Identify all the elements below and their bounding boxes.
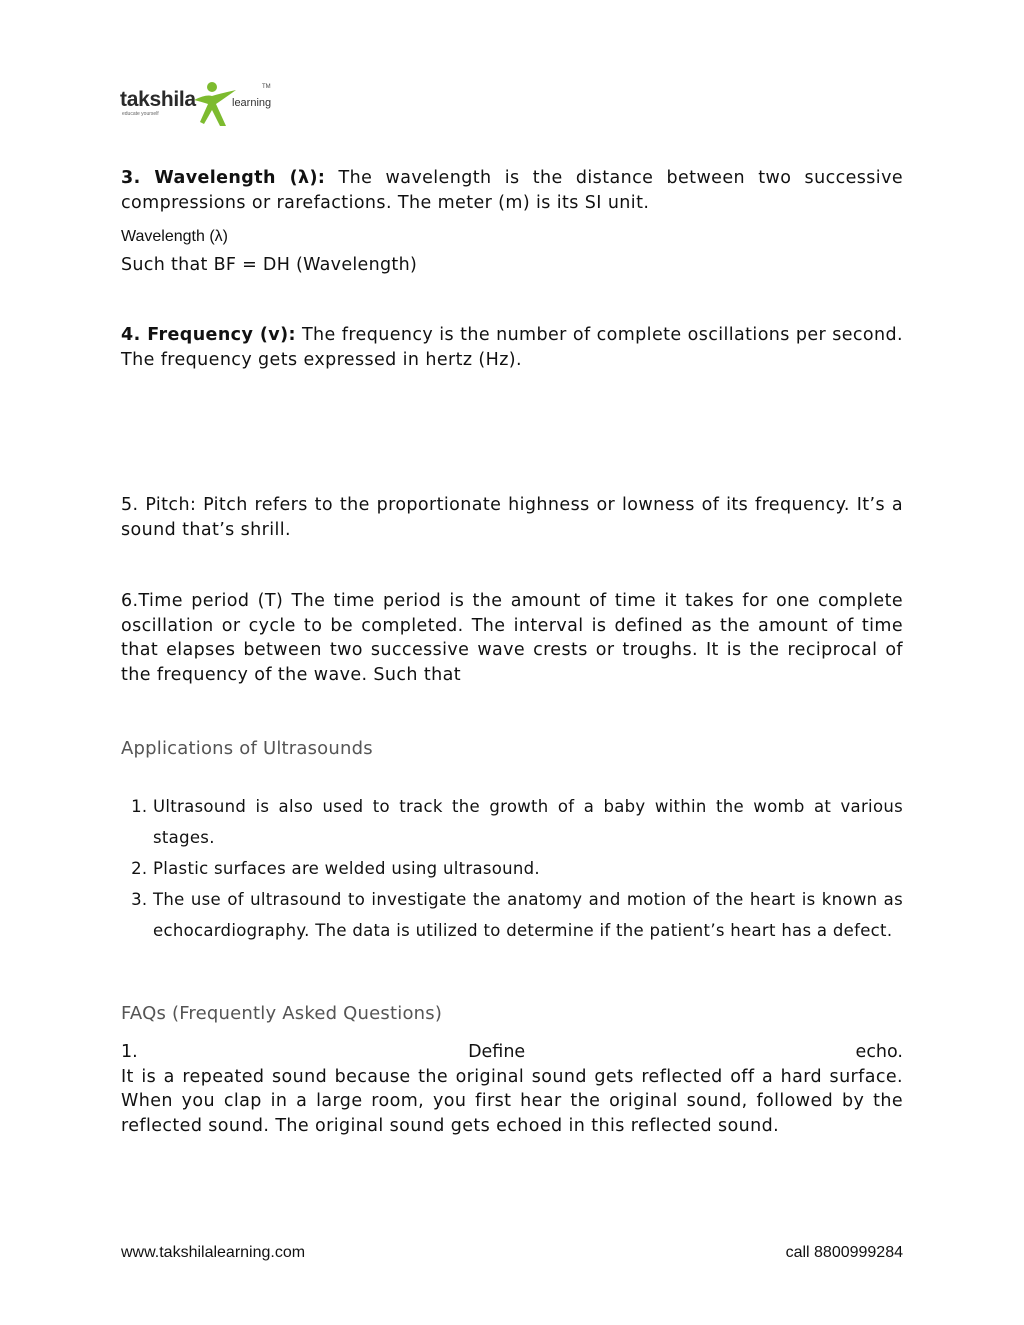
- time-period-paragraph: [121, 589, 903, 687]
- logo-word-secondary: learning: [232, 97, 272, 109]
- list-item: 1. Ultrasound is also used to track the growth of a baby within the womb at various stages.: [153, 791, 903, 853]
- pitch-label: 5. Pitch:: [121, 495, 197, 515]
- list-item: 3. The use of ultrasound to investigate the anatomy and motion of the heart is known as echocardiography. The data is utilized to determine if the patient’s heart has a defect.: [153, 884, 903, 946]
- logo-trademark: TM: [262, 84, 271, 90]
- footer-phone: call 8800999284: [785, 1244, 903, 1261]
- frequency-paragraph: [121, 323, 903, 372]
- faq-question-word: Define: [468, 1042, 526, 1062]
- applications-heading: Applications of Ultrasounds: [121, 738, 373, 759]
- logo-word-main: takshila: [120, 88, 196, 111]
- faq-question-number: 1.: [121, 1042, 138, 1062]
- faq-answer-1: It is a repeated sound because the original sound gets reflected off a hard surface. When you clap in a large room, you first hear the original sound, followed by the reflected sound. The original sound gets echoed in this reflected sound.: [121, 1066, 903, 1136]
- frequency-text: The frequency is the number of complete oscillations per second. The frequency gets expressed in hertz (Hz).: [121, 325, 904, 370]
- takshila-logo: [120, 78, 280, 130]
- wavelength-label: 3. Wavelength (λ):: [121, 168, 326, 188]
- wavelength-text: The wavelength is the distance between two successive compressions or rarefactions. The meter (m) is its SI unit.: [121, 168, 903, 213]
- wavelength-note: Such that BF = DH (Wavelength): [121, 255, 418, 275]
- list-item: 2. Plastic surfaces are welded using ultrasound.: [153, 853, 903, 884]
- faq-question-1: [121, 1040, 903, 1065]
- pitch-text: Pitch refers to the proportionate highness or lowness of its frequency. It’s a sound that’s shrill.: [121, 495, 903, 540]
- faq-question-end: echo.: [855, 1042, 903, 1062]
- faq-heading: FAQs (Frequently Asked Questions): [121, 1003, 443, 1024]
- time-period-text: The time period is the amount of time it takes for one complete oscillation or cycle to be completed. The interval is defined as the amount of time that elapses between two successive wave crests or troughs. It is the reciprocal of the frequency of the wave. Such that: [121, 591, 903, 685]
- pitch-paragraph: [121, 493, 903, 542]
- main-content: [121, 166, 903, 1138]
- wavelength-sub-label: Wavelength (λ): [121, 228, 228, 245]
- logo-tagline: educate yourself: [122, 111, 159, 117]
- time-period-label: 6.Time period (T): [121, 591, 284, 611]
- wavelength-paragraph: [121, 166, 903, 215]
- applications-list: [121, 791, 903, 946]
- footer-website: www.takshilalearning.com: [121, 1244, 306, 1261]
- frequency-label: 4. Frequency (v):: [121, 325, 296, 345]
